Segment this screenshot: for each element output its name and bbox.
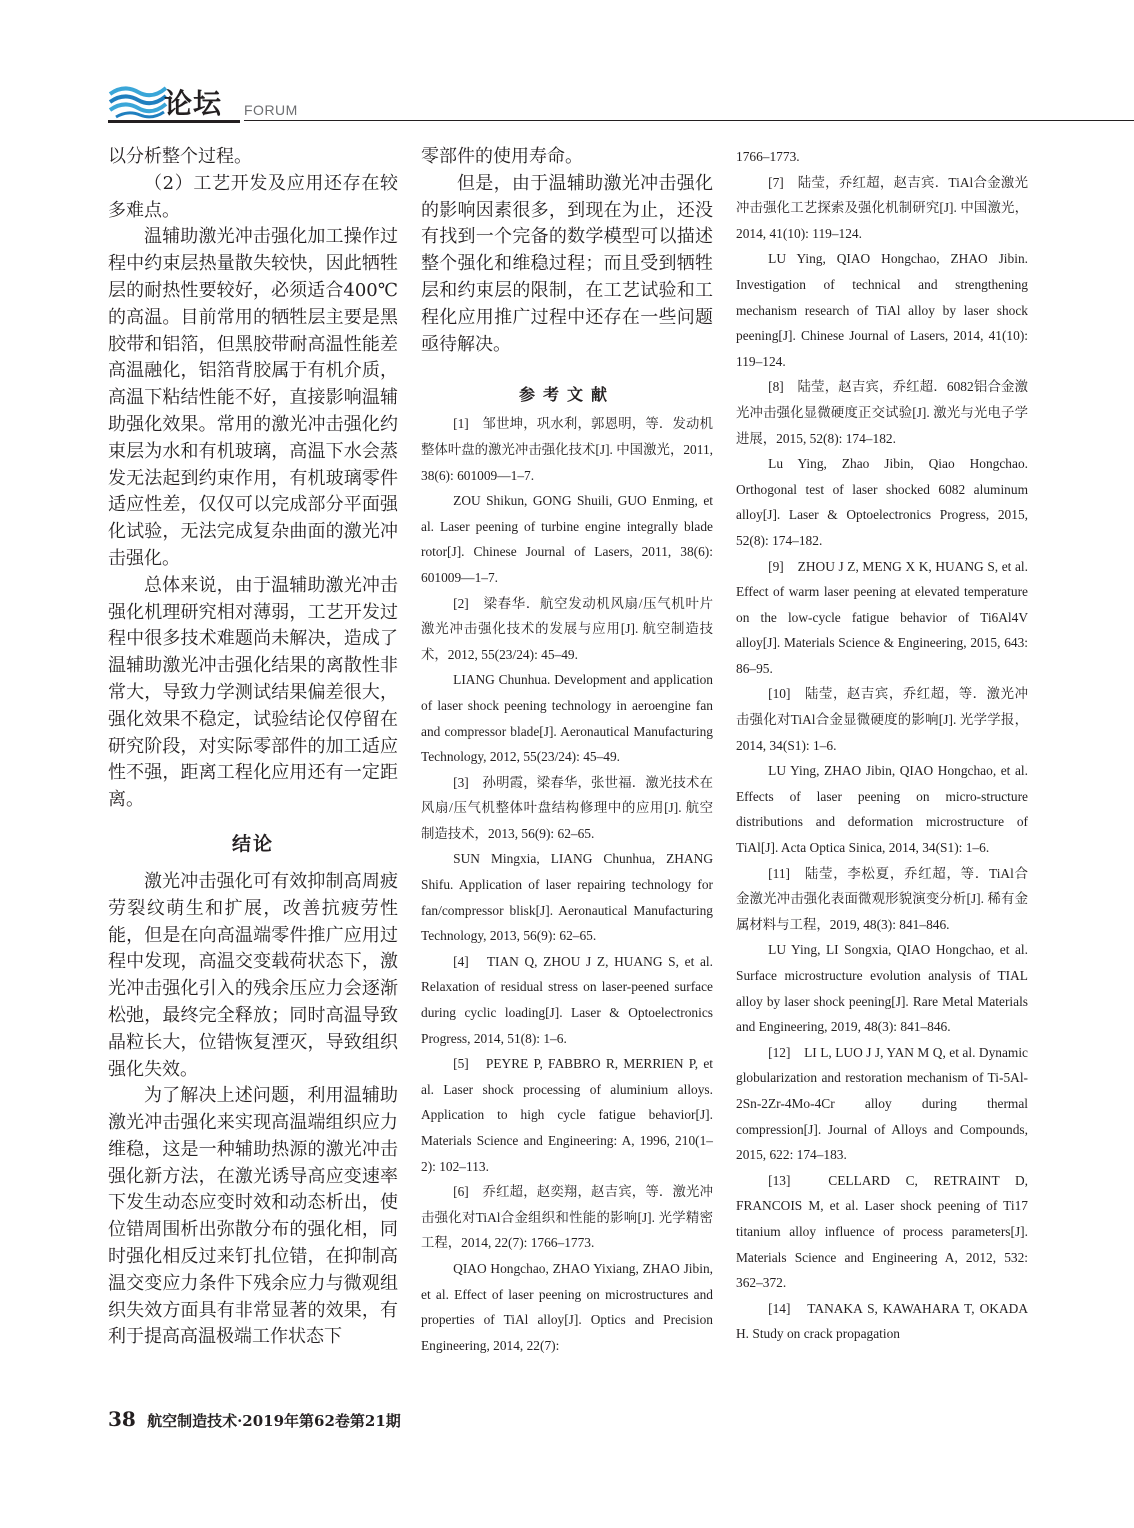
journal-info: 航空制造技术·2019年第62卷第21期 xyxy=(147,1412,401,1430)
paragraph: 为了解决上述问题，利用温辅助激光冲击强化来实现高温端组织应力维稳，这是一种辅助热源的激光冲击强化新方法，在激光诱导高应变速率下发生动态应变时效和动态析出，使位错周围析出弥散分布的强化相，同时强化相反过来钉扎位错，在抑制高温交变应力条件下残余应力与微观组织失效方面具有非常显著的效果，有利于提高高温极端工作状态下 xyxy=(108,1085,398,1348)
reference-entry: [13] CELLARD C, RETRAINT D, FRANCOIS M, et al. Laser shock peening of Ti17 titanium alloy influence of process parameters[J]. Materials Science and Engineering A, 2012, 532: 362–372. xyxy=(736,1172,1028,1291)
references-heading: 参考文献 xyxy=(518,385,615,405)
header-rule xyxy=(244,120,1134,121)
reference-entry: LU Ying, ZHAO Jibin, QIAO Hongchao, et al. Effects of laser peening on micro-structure distributions and deformation microstructure of TiAl[J]. Acta Optica Sinica, 2014, 34(S1): 1–6. xyxy=(736,763,1028,856)
reference-entry: LU Ying, QIAO Hongchao, ZHAO Jibin. Investigation of technical and strengthening mechanism research of TiAl alloy by laser shock peening[J]. Chinese Journal of Lasers, 2014, 41(10): 119–124. xyxy=(736,251,1028,369)
reference-entry: [12] LI L, LUO J J, YAN M Q, et al. Dynamic globularization and restoration mechanism of Ti-5Al-2Sn-2Zr-4Mo-4Cr alloy during thermal compression[J]. Journal of Alloys and Compounds, 2015, 622: 174–183. xyxy=(736,1044,1028,1163)
page-number: 38 xyxy=(108,1407,136,1431)
section-title: 论坛 xyxy=(164,87,223,120)
reference-entry: 1766–1773. xyxy=(736,149,800,164)
page-header xyxy=(108,78,1134,122)
reference-entry: [2] 梁春华．航空发动机风扇/压气机叶片激光冲击强化技术的发展与应用[J]. 航空制造技术，2012, 55(23/24): 45–49. xyxy=(421,595,713,662)
paragraph: （2）工艺开发及应用还存在较多难点。 xyxy=(108,172,398,221)
reference-entry: [9] ZHOU J Z, MENG X K, HUANG S, et al. Effect of warm laser peening at elevated temperature on the low-cycle fatigue behavior of Ti6Al4V alloy[J]. Materials Science & Engineering, 2015, 643: 86–95. xyxy=(736,558,1028,676)
reference-entry: LU Ying, LI Songxia, QIAO Hongchao, et al. Surface microstructure evolution analysis of TIAL alloy by laser shock peening[J]. Rare Metal Materials and Engineering, 2019, 48(3): 841–846. xyxy=(736,942,1028,1035)
reference-entry: [4] TIAN Q, ZHOU J Z, HUANG S, et al. Relaxation of residual stress on laser-peened surface during cyclic loading[J]. Laser & Optoelectronics Progress, 2014, 51(8): 1–6. xyxy=(421,953,713,1046)
reference-entry: [1] 邹世坤，巩水利，郭恩明，等．发动机整体叶盘的激光冲击强化技术[J]. 中国激光，2011, 38(6): 601009—1–7. xyxy=(421,416,713,483)
paragraph: 零部件的使用寿命。 xyxy=(421,146,583,167)
paragraph: 温辅助激光冲击强化加工操作过程中约束层热量散失较快，因此牺牲层的耐热性要较好，必须适合400℃的高温。目前常用的牺牲层主要是黑胶带和铝箔，但黑胶带耐高温性能差高温融化，铝箔背胶属于有机介质，高温下粘结性能不好，直接影响温辅助强化效果。常用的激光冲击强化约束层为水和有机玻璃，高温下水会蒸发无法起到约束作用，有机玻璃零件适应性差，仅仅可以完成部分平面强化试验，无法完成复杂曲面的激光冲击强化。 xyxy=(108,226,398,569)
reference-entry: [6] 乔红超，赵奕翔，赵吉宾，等．激光冲击强化对TiAl合金组织和性能的影响[J]. 光学精密工程，2014, 22(7): 1766–1773. xyxy=(421,1184,713,1251)
waves-logo-icon xyxy=(108,80,168,120)
reference-entry: SUN Mingxia, LIANG Chunhua, ZHANG Shifu. Application of laser repairing technology for fan/compressor blisk[J]. Aeronautical Manufacturing Technology, 2013, 56(9): 62–65. xyxy=(421,851,713,944)
reference-entry: Lu Ying, Zhao Jibin, Qiao Hongchao. Orthogonal test of laser shocked 6082 aluminum alloy[J]. Laser & Optoelectronics Progress, 2015, 52(8): 174–182. xyxy=(736,456,1028,548)
reference-entry: [7] 陆莹，乔红超，赵吉宾．TiAl合金激光冲击强化工艺探索及强化机制研究[J]. 中国激光，2014, 41(10): 119–124. xyxy=(736,174,1028,241)
paragraph: 但是，由于温辅助激光冲击强化的影响因素很多，到现在为止，还没有找到一个完备的数学模型可以描述整个强化和维稳过程；而且受到牺牲层和约束层的限制，在工艺试验和工程化应用推广过程中还存在一些问题亟待解决。 xyxy=(421,172,713,355)
section-title-en: FORUM xyxy=(244,102,298,118)
header-rule-thick xyxy=(108,120,240,123)
reference-entry: LIANG Chunhua. Development and application of laser shock peening technology in aeroengine fan and compressor blade[J]. Aeronautical Manufacturing Technology, 2012, 55(23/24): 45–49. xyxy=(421,672,713,765)
reference-entry: [5] PEYRE P, FABBRO R, MERRIEN P, et al. Laser shock processing of aluminium alloys. Application to high cycle fatigue behavior[J]. Materials Science and Engineering: A, 1996, 210(1–2): 102–113. xyxy=(421,1056,713,1174)
reference-entry: [8] 陆莹，赵吉宾，乔红超．6082铝合金激光冲击强化显微硬度正交试验[J]. 激光与光电子学进展，2015, 52(8): 174–182. xyxy=(736,379,1028,446)
conclusion-heading: 结论 xyxy=(231,832,274,855)
reference-entry: [11] 陆莹，李松夏，乔红超，等．TiAl合金激光冲击强化表面微观形貌演变分析[J]. 稀有金属材料与工程，2019, 48(3): 841–846. xyxy=(736,865,1028,932)
column-1 xyxy=(108,144,398,1351)
paragraph: 总体来说，由于温辅助激光冲击强化机理研究相对薄弱，工艺开发过程中很多技术难题尚未解决，造成了温辅助激光冲击强化结果的离散性非常大，导致力学测试结果偏差很大，强化效果不稳定，试验结论仅停留在研究阶段，对实际零部件的加工适应性不强，距离工程化应用还有一定距离。 xyxy=(108,574,398,811)
reference-entry: [10] 陆莹，赵吉宾，乔红超，等．激光冲击强化对TiAl合金显微硬度的影响[J]. 光学学报，2014, 34(S1): 1–6. xyxy=(736,686,1028,753)
paragraph: 激光冲击强化可有效抑制高周疲劳裂纹萌生和扩展，改善抗疲劳性能，但是在向高温端零件推广应用过程中发现，高温交变载荷状态下，激光冲击强化引入的残余压应力会逐渐松弛，最终完全释放；同时高温导致晶粒长大，位错恢复湮灭，导致组织强化失效。 xyxy=(108,870,398,1080)
reference-entry: [14] TANAKA S, KAWAHARA T, OKADA H. Study on crack propagation xyxy=(736,1300,1028,1342)
paragraph: 以分析整个过程。 xyxy=(108,146,252,167)
page-footer xyxy=(108,1407,401,1431)
reference-entry: ZOU Shikun, GONG Shuili, GUO Enming, et al. Laser peening of turbine engine integrally blade rotor[J]. Chinese Journal of Lasers, 2011, 38(6): 601009—1–7. xyxy=(421,493,713,585)
column-3 xyxy=(736,144,1028,1347)
reference-entry: QIAO Hongchao, ZHAO Yixiang, ZHAO Jibin, et al. Effect of laser peening on microstructures and properties of TiAl alloy[J]. Optics and Precision Engineering, 2014, 22(7): xyxy=(421,1260,713,1353)
column-2 xyxy=(421,144,713,1358)
reference-entry: [3] 孙明霞，梁春华，张世福．激光技术在风扇/压气机整体叶盘结构修理中的应用[J]. 航空制造技术，2013, 56(9): 62–65. xyxy=(421,774,713,841)
